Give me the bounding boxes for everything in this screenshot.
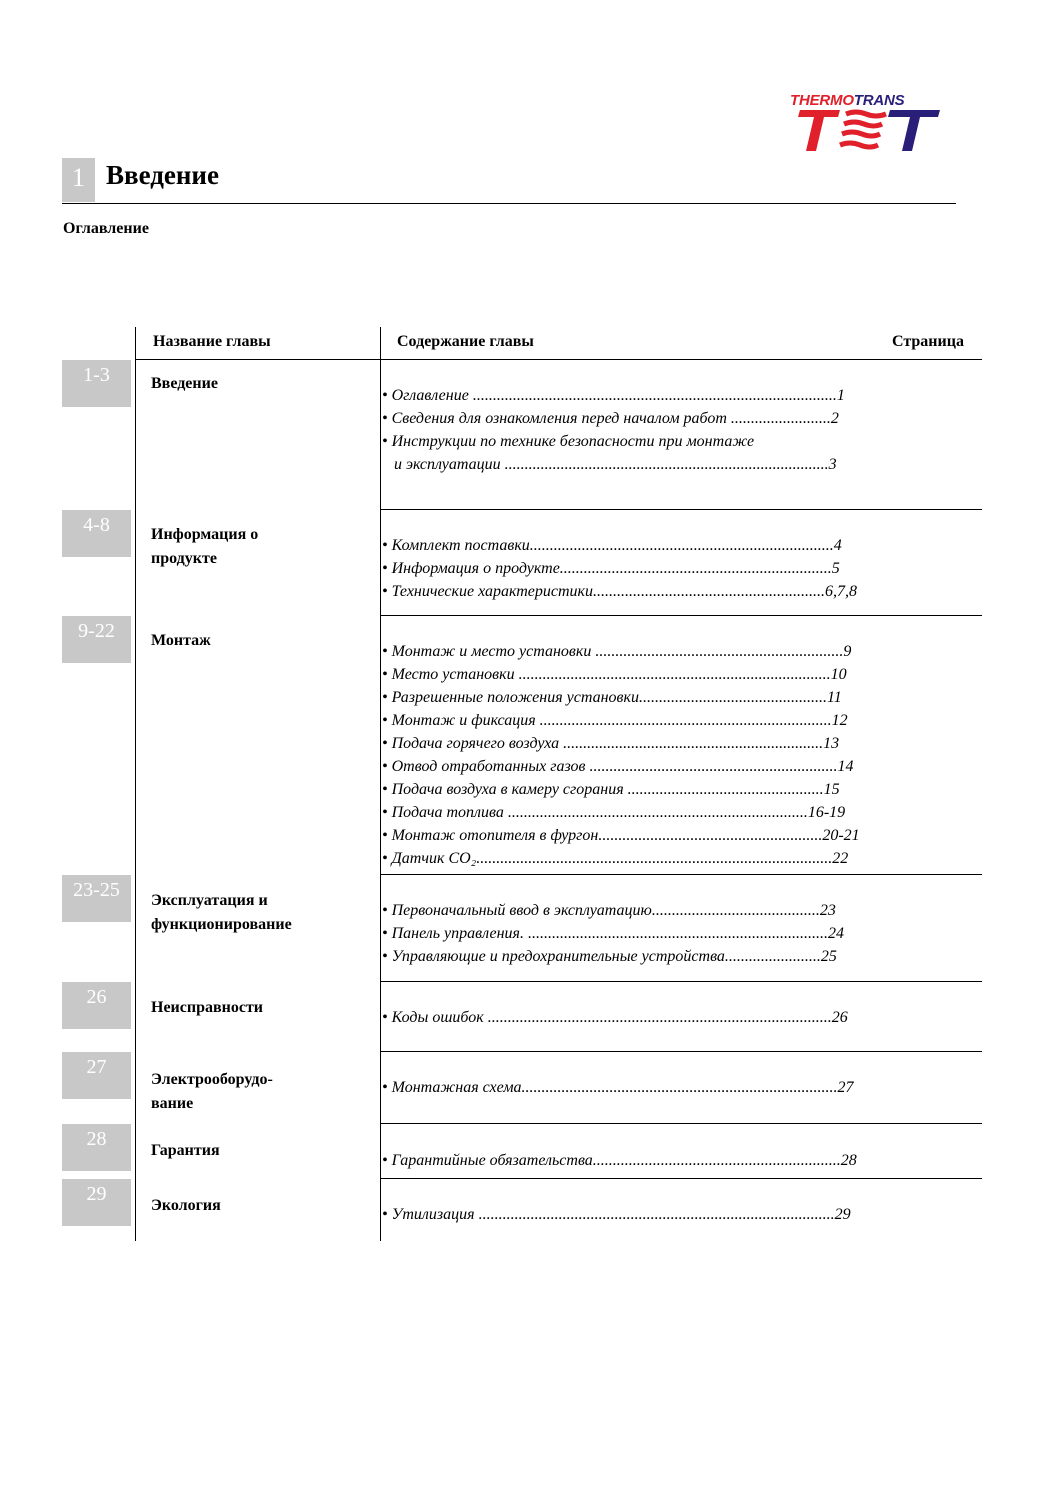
toc-entry[interactable]: • Датчик CO₂.........................................................................................22: [382, 850, 849, 867]
section-pages-box: 4-8: [62, 510, 131, 557]
toc-entry[interactable]: • Подача топлива ...........................................................................16-19: [382, 804, 846, 821]
toc-entry[interactable]: • Комплект поставки............................................................................4: [382, 537, 842, 554]
section-rule: [380, 1178, 982, 1179]
toc-entry[interactable]: • Подача воздуха в камеру сгорания .................................................15: [382, 781, 840, 798]
column-header-name: Название главы: [153, 333, 271, 350]
section-name: Введение: [151, 375, 218, 392]
section-rule: [380, 1123, 982, 1124]
heading-rule: [62, 203, 956, 204]
section-pages-box: 23-25: [62, 875, 131, 922]
toc-entry[interactable]: • Инструкции по технике безопасности при монтаже: [382, 433, 755, 450]
toc-entry[interactable]: • Управляющие и предохранительные устройства........................25: [382, 948, 837, 965]
toc-entry[interactable]: • Сведения для ознакомления перед началом работ .........................2: [382, 410, 839, 427]
section-pages-box: 1-3: [62, 360, 131, 407]
chapter-title: Введение: [106, 160, 219, 190]
section-name: Электрооборудо- вание: [151, 1071, 273, 1112]
section-pages-box: 27: [62, 1052, 131, 1099]
thermotrans-logo: [790, 92, 955, 156]
toc-entry[interactable]: • Место установки ..............................................................................10: [382, 666, 847, 683]
section-rule: [380, 1051, 982, 1052]
section-pages-box: 26: [62, 982, 131, 1029]
section-name: Неисправности: [151, 999, 264, 1016]
section-name: Гарантия: [151, 1142, 220, 1159]
chapter-number-box: [62, 158, 95, 202]
column-header-page: Страница: [892, 333, 964, 350]
section-pages-box: 9-22: [62, 616, 131, 663]
section-pages-box: 29: [62, 1179, 131, 1226]
toc-entry[interactable]: • Технические характеристики..........................................................6,7,8: [382, 583, 858, 600]
header-rule: [135, 359, 982, 360]
toc-entry[interactable]: • Панель управления. ...........................................................................24: [382, 925, 844, 942]
toc-entry[interactable]: • Монтаж и место установки ..............................................................9: [382, 643, 852, 660]
toc-label: Оглавление: [63, 220, 149, 237]
section-name: Эксплуатация и функционирование: [151, 892, 292, 933]
section-name: Информация о продукте: [151, 526, 259, 567]
chapter-number: 1: [72, 163, 85, 192]
section-pages-box: 28: [62, 1124, 131, 1171]
toc-entry[interactable]: • Монтаж отопителя в фургон........................................................20-21: [382, 827, 860, 844]
toc-entry[interactable]: • Гарантийные обязательства..............................................................28: [382, 1152, 857, 1169]
section-rule: [380, 615, 982, 616]
logo-wordmark: THERMOTRANS: [790, 92, 905, 109]
section-rule: [380, 509, 982, 510]
table-divider-left: [135, 327, 136, 1241]
toc-entry[interactable]: • Отвод отработанных газов ..............................................................14: [382, 758, 854, 775]
toc-entry[interactable]: • Коды ошибок ......................................................................................26: [382, 1009, 848, 1026]
section-name: Монтаж: [151, 632, 211, 649]
toc-entry[interactable]: и эксплуатации .................................................................................3: [382, 456, 837, 473]
toc-entry[interactable]: • Подача горячего воздуха .................................................................13: [382, 735, 840, 752]
toc-entry[interactable]: • Утилизация .........................................................................................29: [382, 1206, 851, 1223]
toc-entry[interactable]: • Информация о продукте....................................................................5: [382, 560, 840, 577]
column-header-content: Содержание главы: [397, 333, 534, 350]
toc-entry[interactable]: • Оглавление ...........................................................................................1: [382, 387, 845, 404]
section-rule: [380, 874, 982, 875]
table-divider-middle: [380, 327, 381, 1241]
toc-entry[interactable]: • Монтажная схема...............................................................................27: [382, 1079, 854, 1096]
tet-logo-icon: [794, 108, 944, 154]
section-rule: [380, 981, 982, 982]
toc-entry[interactable]: • Разрешенные положения установки...............................................11: [382, 689, 842, 706]
toc-entry[interactable]: • Монтаж и фиксация .........................................................................12: [382, 712, 848, 729]
toc-entry[interactable]: • Первоначальный ввод в эксплуатацию..........................................23: [382, 902, 836, 919]
section-name: Экология: [151, 1197, 221, 1214]
